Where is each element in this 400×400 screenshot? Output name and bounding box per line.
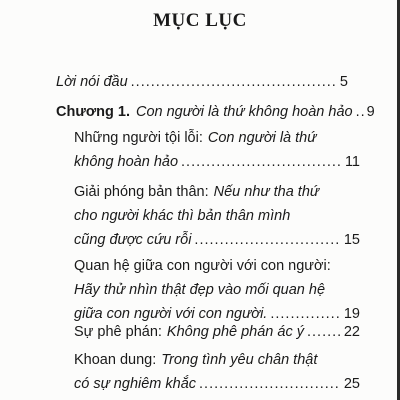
- toc-title: MỤC LỤC: [153, 10, 247, 31]
- page-number: 5: [339, 74, 348, 90]
- entry-label: Quan hệ giữa con người với con người:: [74, 258, 331, 274]
- entry-title-cont: không hoàn hảo: [74, 154, 179, 170]
- entry-label: Những người tội lỗi:: [74, 130, 203, 146]
- page-number: 25: [343, 376, 360, 392]
- toc-entry-criticism: [74, 320, 360, 344]
- page-number: 19: [343, 306, 360, 322]
- chapter-title: Con người là thứ không hoàn hảo: [135, 104, 353, 120]
- toc-entry-chapter-1: [56, 100, 375, 124]
- entry-label: Giải phóng bản thân:: [74, 184, 209, 200]
- entry-title-cont: cho người khác thì bản thân mình: [74, 208, 291, 224]
- entry-title: Con người là thứ: [207, 130, 317, 146]
- entry-title: Hãy thử nhìn thật đẹp vào mối quan hệ: [74, 282, 326, 298]
- toc-entry-sinners: [74, 126, 360, 174]
- entry-title: Trong tình yêu chân thật: [161, 352, 318, 368]
- toc-entry-self-liberation: [74, 180, 360, 252]
- entry-title-cont: cũng được cứu rỗi: [74, 232, 192, 248]
- dot-leader: [307, 320, 341, 344]
- toc-entry-relationships: [74, 254, 360, 326]
- page-number: 11: [344, 154, 360, 170]
- entry-label: Lời nói đầu: [56, 74, 128, 90]
- entry-title-cont: có sự nghiêm khắc: [74, 376, 197, 392]
- dot-leader: [199, 372, 341, 396]
- dot-leader: [194, 228, 340, 252]
- toc-entry-preface: [56, 70, 348, 94]
- page-number: 9: [366, 104, 375, 120]
- page-number: 15: [343, 232, 360, 248]
- entry-title-cont: giữa con người với con người.: [74, 306, 268, 322]
- page-number: 22: [343, 324, 360, 340]
- entry-label: Sự phê phán:: [74, 324, 162, 340]
- dot-leader: [131, 70, 337, 94]
- dot-leader: [356, 100, 364, 124]
- chapter-label: Chương 1.: [56, 104, 130, 120]
- dot-leader: [181, 150, 342, 174]
- entry-title: Không phê phán ác ý: [166, 324, 304, 340]
- toc-entry-tolerance: [74, 348, 360, 396]
- entry-title: Nếu như tha thứ: [213, 184, 320, 200]
- entry-label: Khoan dung:: [74, 352, 157, 368]
